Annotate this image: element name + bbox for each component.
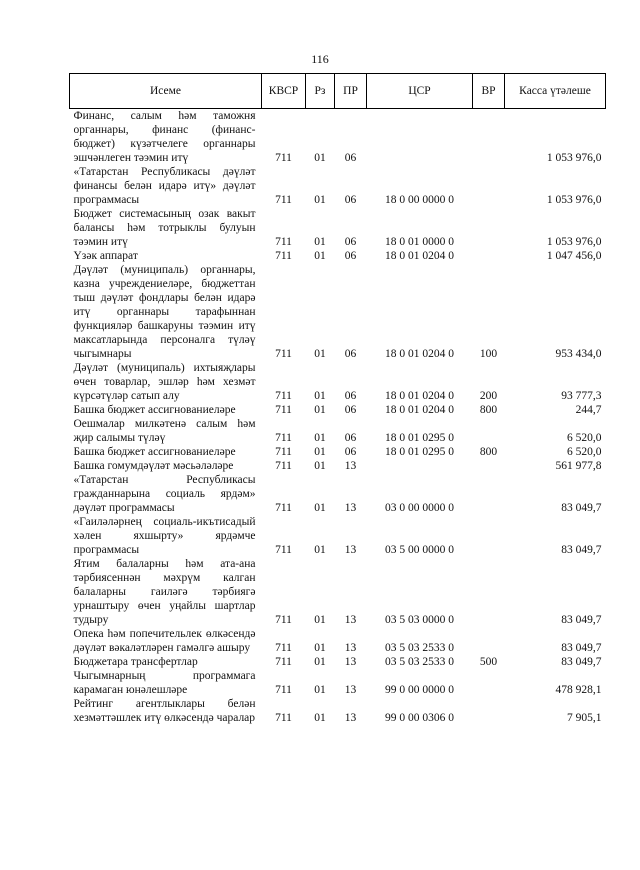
- table-row: [70, 249, 606, 263]
- row-name: Оешмалар милкәтенә салым һәм җир салымы түләү: [73, 418, 256, 444]
- row-rz: 01: [314, 656, 326, 668]
- table-row: [70, 417, 606, 445]
- row-kvsr: 711: [275, 656, 292, 668]
- row-csr: 18 0 00 0000 0: [385, 194, 454, 206]
- row-kvsr: 711: [275, 390, 292, 402]
- row-pr: 13: [344, 460, 357, 472]
- row-rz: 01: [314, 446, 326, 458]
- row-pr: 13: [344, 656, 357, 668]
- row-rz: 01: [314, 390, 326, 402]
- row-rz: 01: [314, 712, 326, 724]
- row-rz: 01: [314, 404, 326, 416]
- row-vr: 100: [479, 348, 498, 360]
- row-kvsr: 711: [275, 404, 292, 416]
- row-sum: 1 053 976,0: [546, 194, 602, 206]
- table-row: [70, 669, 606, 697]
- row-name: Бюджет системасының озак вакыт балансы һәм тотрыклы булуын тәэмин итү: [73, 208, 256, 248]
- row-name: Финанс, салым һәм таможня органнары, финанс (финанс-бюджет) күзәтчелеге органнары эшчәнлеген тәэмин итү: [73, 110, 256, 164]
- row-name: Башка бюджет ассигнованиеләре: [73, 446, 236, 458]
- row-pr: 13: [344, 544, 357, 556]
- row-rz: 01: [314, 432, 326, 444]
- row-kvsr: 711: [275, 152, 292, 164]
- row-rz: 01: [314, 614, 326, 626]
- row-csr: 18 0 01 0295 0: [385, 432, 454, 444]
- table-body: [70, 109, 606, 726]
- row-csr: 18 0 01 0204 0: [385, 404, 454, 416]
- row-sum: 93 777,3: [561, 390, 602, 402]
- row-csr: 18 0 01 0204 0: [385, 348, 454, 360]
- table-row: [70, 109, 606, 166]
- row-sum: 1 047 456,0: [546, 250, 602, 262]
- table-row: [70, 361, 606, 403]
- row-kvsr: 711: [275, 460, 292, 472]
- row-vr: [473, 165, 505, 207]
- row-pr: 13: [344, 614, 357, 626]
- row-kvsr: 711: [275, 614, 292, 626]
- row-csr: [367, 109, 473, 166]
- row-sum: 83 049,7: [561, 642, 602, 654]
- header-name: Исеме: [70, 74, 262, 109]
- row-pr: 06: [344, 432, 357, 444]
- table-row: [70, 445, 606, 459]
- row-name: «Гаиләләрнең социаль-икътисадый хәлен яхшырту» ярдәмче программасы: [73, 516, 256, 556]
- header-rz: Рз: [306, 74, 335, 109]
- row-csr: 99 0 00 0306 0: [385, 712, 454, 724]
- table-row: [70, 165, 606, 207]
- row-rz: 01: [314, 250, 326, 262]
- page-number: 116: [311, 52, 329, 66]
- row-name: Дәүләт (муниципаль) ихтыяҗлары өчен товарлар, эшләр һәм хезмәт күрсәтүләр сатып алу: [73, 362, 256, 402]
- header-pr: ПР: [335, 74, 367, 109]
- row-sum: 83 049,7: [561, 656, 602, 668]
- row-name: Опека һәм попечительлек өлкәсендә дәүләт вәкаләтләрен гамәлгә ашыру: [73, 628, 256, 654]
- row-csr: 03 5 03 0000 0: [385, 614, 454, 626]
- row-name: Башка бюджет ассигнованиеләре: [73, 404, 236, 416]
- row-name: Рейтинг агентлыклары белән хезмәттәшлек итү өлкәсендә чаралар: [73, 698, 256, 724]
- row-csr: 18 0 01 0204 0: [385, 250, 454, 262]
- row-csr: [367, 459, 473, 473]
- table-row: [70, 207, 606, 249]
- row-kvsr: 711: [275, 236, 292, 248]
- row-sum: 83 049,7: [561, 614, 602, 626]
- row-vr: [473, 459, 505, 473]
- table-row: [70, 697, 606, 725]
- header-sum: Касса үтәлеше: [505, 74, 606, 109]
- row-pr: 13: [344, 712, 357, 724]
- table-row: [70, 655, 606, 669]
- row-kvsr: 711: [275, 194, 292, 206]
- row-kvsr: 711: [275, 712, 292, 724]
- row-vr: [473, 207, 505, 249]
- row-pr: 06: [344, 446, 357, 458]
- row-pr: 06: [344, 152, 357, 164]
- row-rz: 01: [314, 152, 326, 164]
- row-sum: 6 520,0: [567, 446, 602, 458]
- row-vr: 800: [479, 404, 498, 416]
- row-vr: [473, 669, 505, 697]
- row-rz: 01: [314, 194, 326, 206]
- row-sum: 561 977,8: [555, 460, 602, 472]
- row-vr: 200: [479, 390, 498, 402]
- row-csr: 03 5 00 0000 0: [385, 544, 454, 556]
- row-vr: [473, 249, 505, 263]
- row-name: Башка гомумдәүләт мәсьәләләре: [73, 460, 234, 472]
- row-vr: [473, 697, 505, 725]
- row-kvsr: 711: [275, 684, 292, 696]
- row-csr: 18 0 01 0204 0: [385, 390, 454, 402]
- row-pr: 13: [344, 642, 357, 654]
- row-pr: 13: [344, 684, 357, 696]
- table-row: [70, 557, 606, 627]
- row-sum: 83 049,7: [561, 544, 602, 556]
- budget-table: [69, 73, 606, 725]
- table-row: [70, 627, 606, 655]
- row-pr: 06: [344, 250, 357, 262]
- row-pr: 13: [344, 502, 357, 514]
- row-name: Дәүләт (муниципаль) органнары, казна учреждениеләре, бюджеттан тыш дәүләт фондлары белән идарә итү органнары тарафыннан функцияләр башкаруны тәэмин итү максатларында персоналга түләү чыгымнары: [73, 264, 256, 360]
- row-kvsr: 711: [275, 250, 292, 262]
- row-sum: 83 049,7: [561, 502, 602, 514]
- row-kvsr: 711: [275, 432, 292, 444]
- row-rz: 01: [314, 348, 326, 360]
- row-rz: 01: [314, 502, 326, 514]
- row-rz: 01: [314, 642, 326, 654]
- row-rz: 01: [314, 236, 326, 248]
- row-sum: 6 520,0: [567, 432, 602, 444]
- table-row: [70, 459, 606, 473]
- row-sum: 478 928,1: [555, 684, 602, 696]
- row-vr: [473, 109, 505, 166]
- table-row: [70, 515, 606, 557]
- row-name: Чыгымнарның программага карамаган юнәлешләре: [73, 670, 256, 696]
- row-name: Үзәк аппарат: [73, 250, 138, 262]
- header-vr: ВР: [473, 74, 505, 109]
- row-kvsr: 711: [275, 502, 292, 514]
- row-name: Ятим балаларны һәм ата-ана тәрбиясеннән мәхрүм калган балаларны гаиләгә тәрбиягә урнаштыру өчен уңайлы шартлар тудыру: [73, 558, 256, 626]
- row-csr: 18 0 01 0295 0: [385, 446, 454, 458]
- table-header-row: [70, 74, 606, 109]
- row-vr: [473, 627, 505, 655]
- row-kvsr: 711: [275, 544, 292, 556]
- row-vr: 500: [479, 656, 498, 668]
- row-name: «Татарстан Республикасы гражданнарына социаль ярдәм» дәүләт программасы: [73, 474, 256, 514]
- row-rz: 01: [314, 460, 326, 472]
- row-csr: 03 0 00 0000 0: [385, 502, 454, 514]
- row-csr: 99 0 00 0000 0: [385, 684, 454, 696]
- row-rz: 01: [314, 544, 326, 556]
- row-sum: 1 053 976,0: [546, 152, 602, 164]
- table-row: [70, 403, 606, 417]
- row-vr: 800: [479, 446, 498, 458]
- row-pr: 06: [344, 404, 357, 416]
- row-vr: [473, 473, 505, 515]
- row-vr: [473, 557, 505, 627]
- row-vr: [473, 417, 505, 445]
- header-csr: ЦСР: [367, 74, 473, 109]
- row-name: Бюджетара трансфертлар: [73, 656, 198, 668]
- row-kvsr: 711: [275, 348, 292, 360]
- row-pr: 06: [344, 390, 357, 402]
- header-kvsr: КВСР: [262, 74, 306, 109]
- row-csr: 03 5 03 2533 0: [385, 642, 454, 654]
- row-vr: [473, 515, 505, 557]
- row-sum: 244,7: [575, 404, 602, 416]
- row-kvsr: 711: [275, 642, 292, 654]
- row-csr: 03 5 03 2533 0: [385, 656, 454, 668]
- row-rz: 01: [314, 684, 326, 696]
- row-kvsr: 711: [275, 446, 292, 458]
- table-row: [70, 473, 606, 515]
- row-pr: 06: [344, 194, 357, 206]
- row-pr: 06: [344, 348, 357, 360]
- row-pr: 06: [344, 236, 357, 248]
- row-csr: 18 0 01 0000 0: [385, 236, 454, 248]
- row-name: «Татарстан Республикасы дәүләт финансы белән идарә итү» дәүләт программасы: [73, 166, 256, 206]
- row-sum: 1 053 976,0: [546, 236, 602, 248]
- table-row: [70, 263, 606, 361]
- row-sum: 953 434,0: [555, 348, 602, 360]
- row-sum: 7 905,1: [567, 712, 602, 724]
